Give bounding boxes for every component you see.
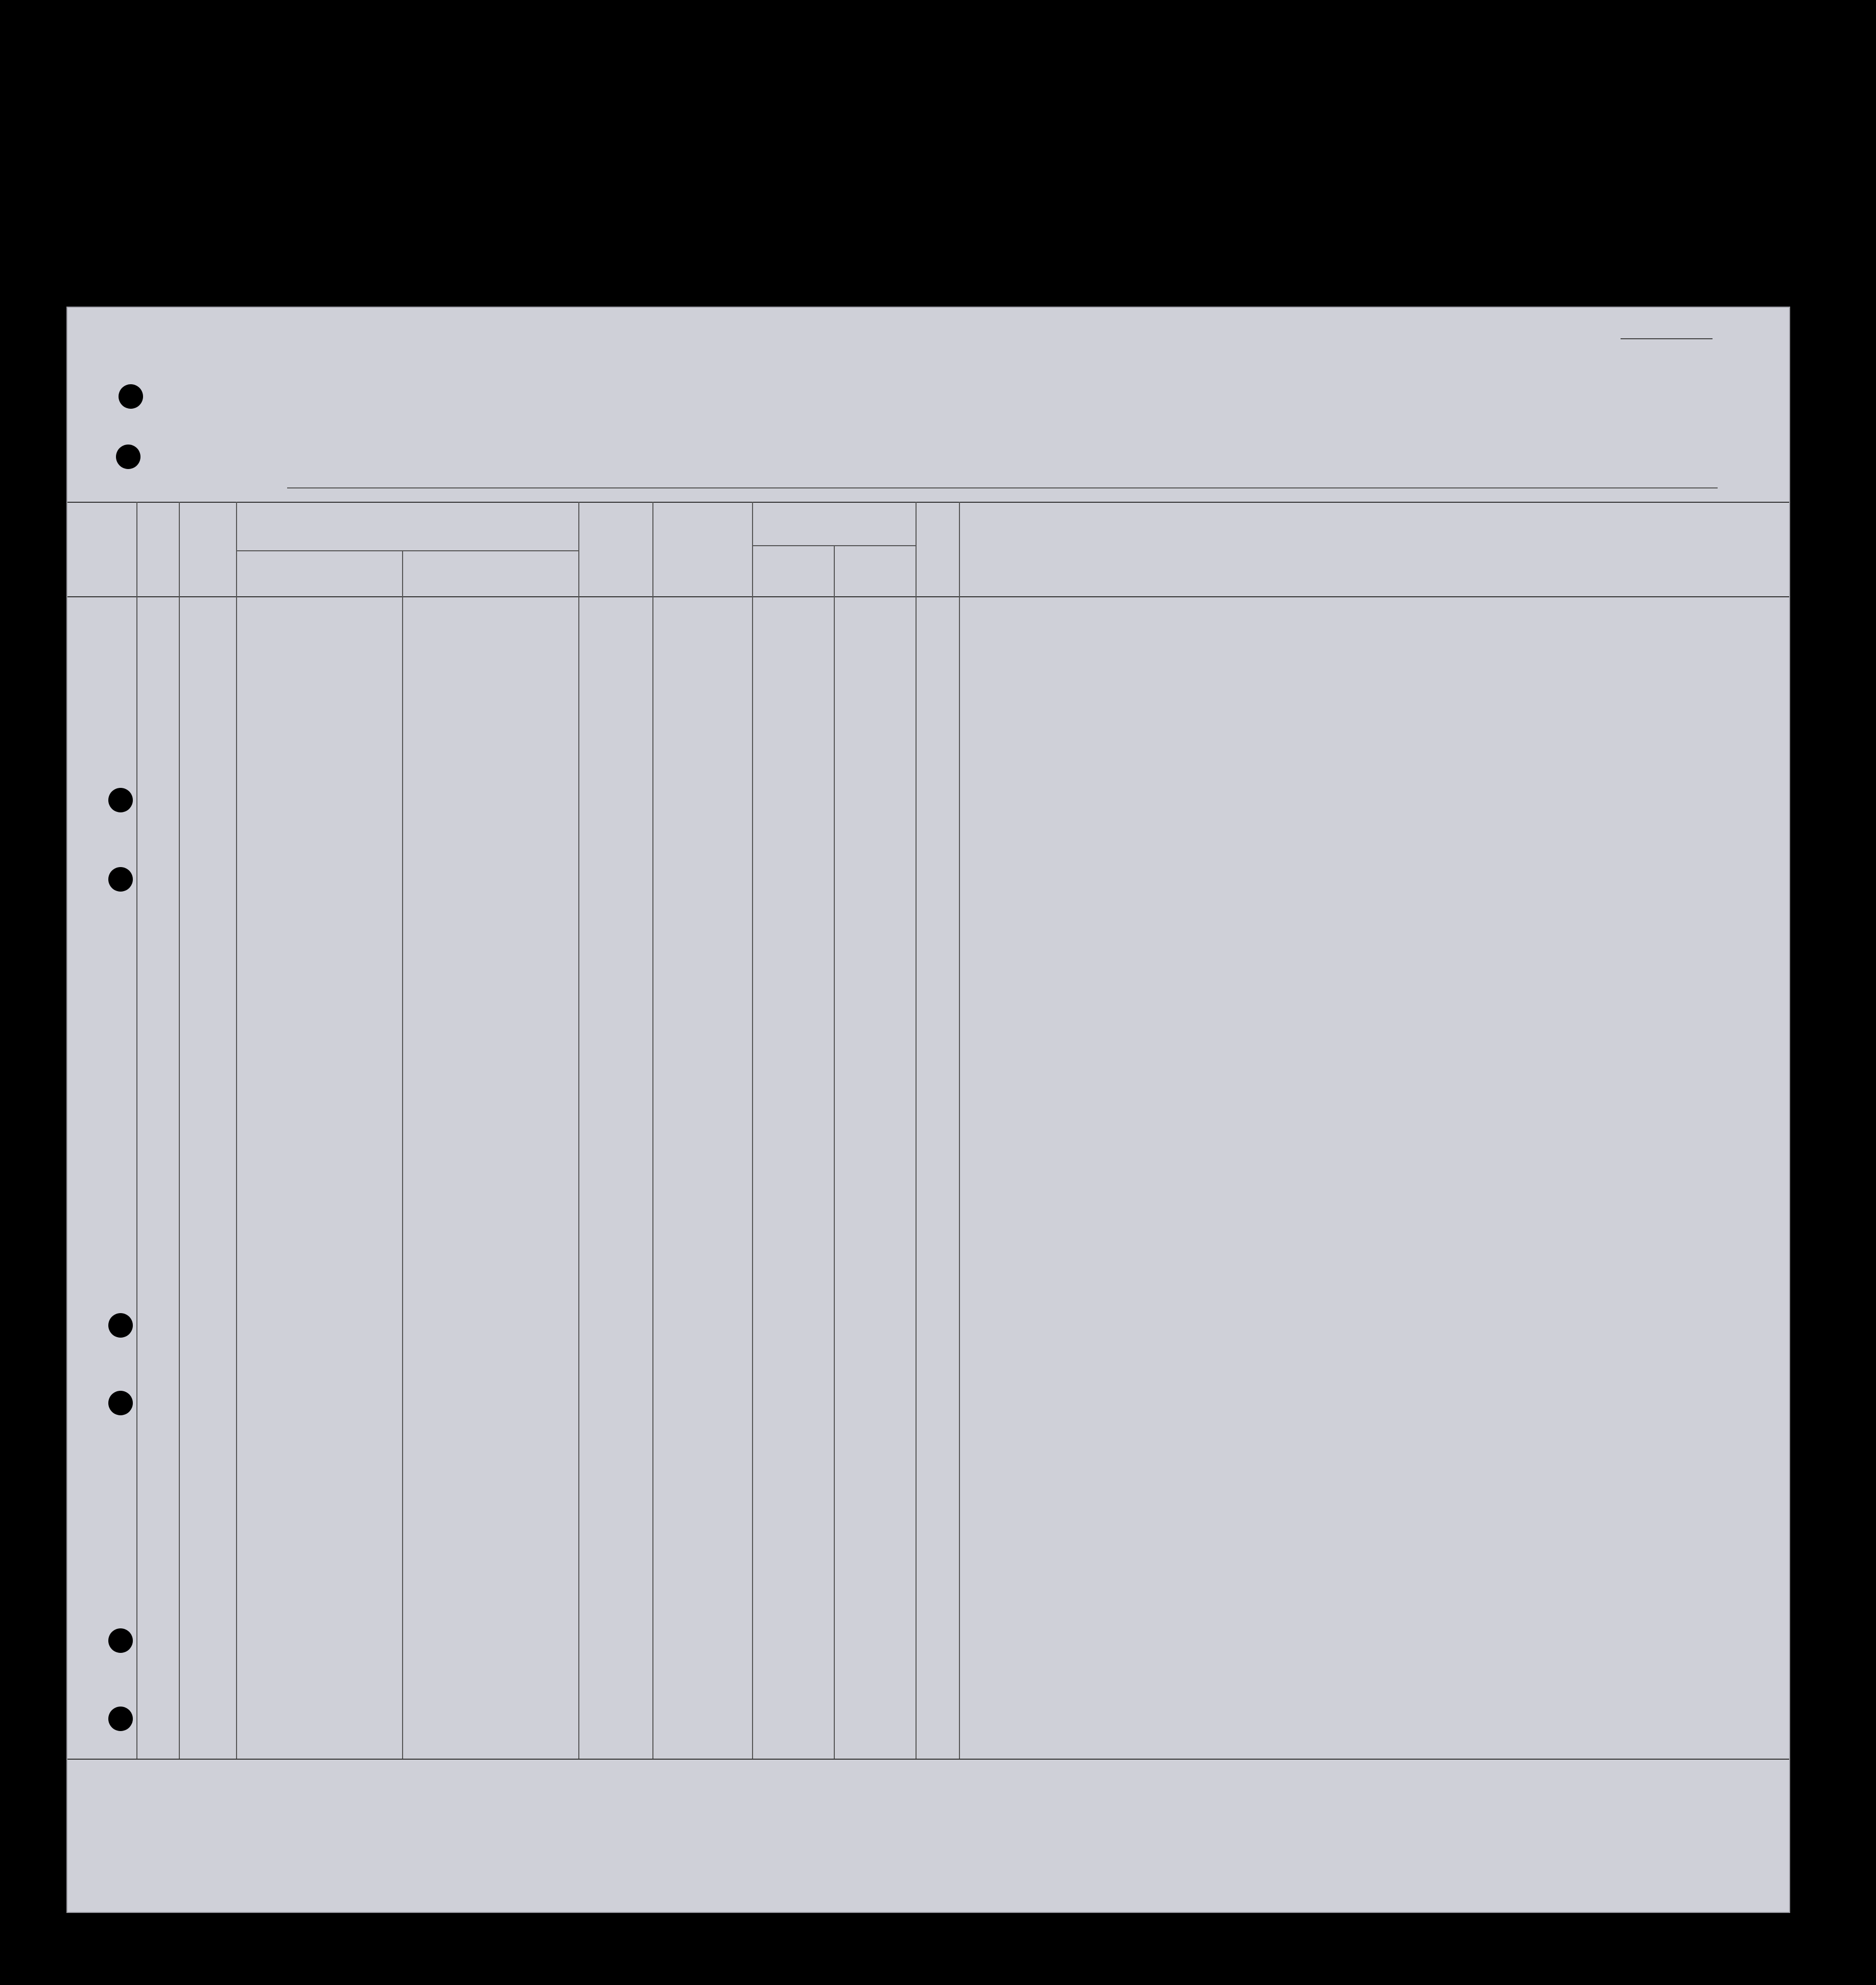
vessel-underline [287,487,1718,488]
table-top-rule [67,502,1789,503]
table-header-rule [67,596,1789,597]
punch-hole [119,384,143,409]
col-divider [402,550,403,1759]
punch-hole [108,1628,133,1653]
sheet-underline [1621,338,1713,339]
col-divider [136,502,137,1759]
col-divider [236,502,237,1759]
col-divider [834,545,835,1759]
punch-hole [108,867,133,892]
col-divider [959,502,960,1759]
table-bottom-rule [67,1759,1789,1760]
col-divider [652,502,653,1759]
manifest-sheet [66,307,1790,1913]
col-divider [179,502,180,1759]
punch-hole [108,788,133,812]
col-divider [752,502,753,1759]
name-subheader-rule [236,550,578,551]
form-subtitle [180,409,1702,428]
punch-hole [108,1313,133,1338]
punch-hole [108,1707,133,1731]
punch-hole [116,445,140,469]
punch-hole [108,1391,133,1415]
col-divider [916,502,917,1759]
col-divider [578,502,579,1759]
